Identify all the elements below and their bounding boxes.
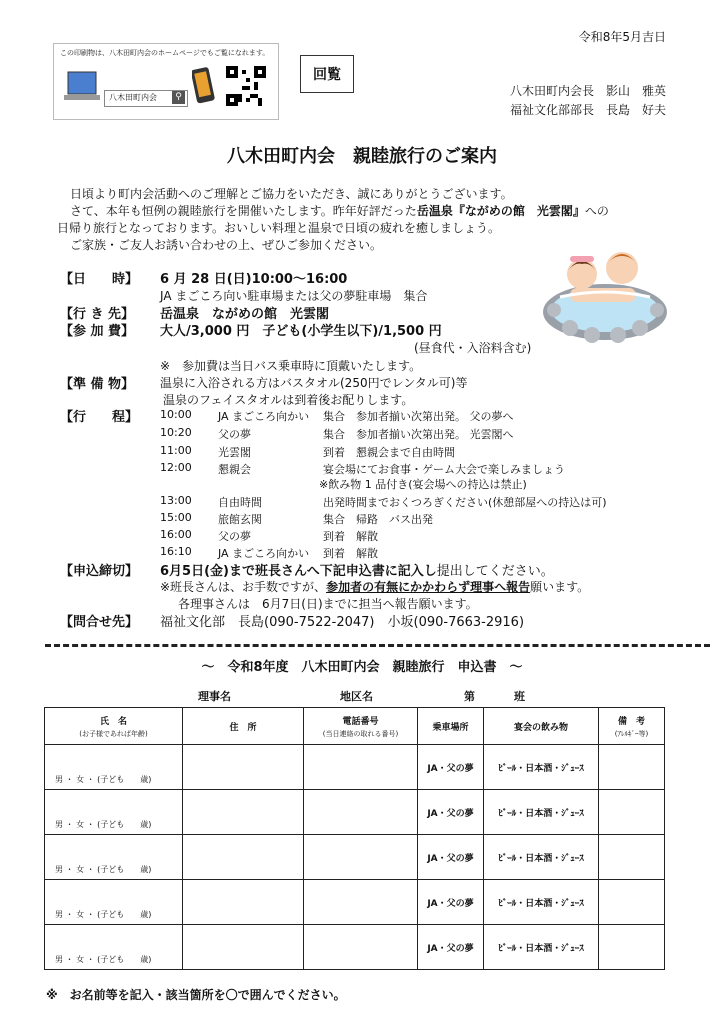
- deadline-label: 【申込締切】: [60, 564, 139, 579]
- schedule-desc-8: 到着 解散: [323, 547, 378, 560]
- header-station: 乗車場所: [418, 708, 484, 745]
- schedule-time-6: 15:00: [160, 511, 192, 524]
- circulation-stamp: 回覧: [300, 55, 354, 93]
- header-drinks: 宴会の飲み物: [484, 708, 599, 745]
- sender-2: 福祉文化部部長 長島 好夫: [509, 103, 666, 117]
- laptop-icon: [64, 68, 100, 106]
- schedule-desc-7: 到着 解散: [323, 530, 378, 543]
- form-riji-label: 理事名: [198, 690, 231, 703]
- table-row: [45, 745, 665, 790]
- station-cell[interactable]: JA・父の夢: [418, 880, 484, 925]
- schedule-time-3: 12:00: [160, 461, 192, 474]
- footer-note: ※ お名前等を記入・該当箇所を〇で囲んでください。: [46, 988, 346, 1002]
- schedule-desc-2: 到着 懇親会まで自由時間: [323, 446, 455, 459]
- schedule-place-2: 光雲閣: [218, 446, 251, 459]
- fee-note-2: ※ 参加費は当日バス乗車時に頂戴いたします。: [160, 359, 422, 373]
- remarks-cell[interactable]: [599, 745, 665, 790]
- name-cell[interactable]: [45, 925, 183, 970]
- search-icon: ⚲: [172, 91, 185, 104]
- schedule-time-2: 11:00: [160, 444, 192, 457]
- issue-date: 令和8年5月吉日: [578, 30, 666, 44]
- schedule-desc-6: 集合 帰路 バス出発: [323, 513, 433, 526]
- form-dai-label: 第: [464, 690, 475, 703]
- prep-label: 【準 備 物】: [60, 377, 135, 392]
- deadline-value: 6月5日(金)まで班長さんへ下記申込書に記入し提出してください。: [160, 564, 554, 579]
- header-phone: 電話番号 (当日連絡の取れる番号): [304, 708, 418, 745]
- website-notice: [53, 43, 279, 120]
- page-title: 八木田町内会 親睦旅行のご案内: [227, 146, 497, 167]
- drinks-cell[interactable]: ﾋﾞｰﾙ・日本酒・ｼﾞｭｰｽ: [484, 790, 599, 835]
- address-cell[interactable]: [183, 880, 304, 925]
- search-text: 八木田町内会: [109, 93, 157, 102]
- deadline-note-2: 各理事さんは 6月7日(日)までに担当へ報告願います。: [178, 597, 478, 611]
- form-title: ～ 令和8年度 八木田町内会 親睦旅行 申込書 ～: [201, 660, 523, 675]
- phone-cell[interactable]: [304, 835, 418, 880]
- remarks-cell[interactable]: [599, 925, 665, 970]
- form-header-row: [45, 708, 665, 745]
- fee-note: (昼食代・入浴料含む): [414, 341, 532, 355]
- drinks-cell[interactable]: ﾋﾞｰﾙ・日本酒・ｼﾞｭｰｽ: [484, 745, 599, 790]
- schedule-desc-3: 宴会場にてお食事・ゲーム大会で楽しみましょう: [323, 463, 565, 476]
- station-cell[interactable]: JA・父の夢: [418, 925, 484, 970]
- onsen-illustration: [540, 242, 670, 344]
- smartphone-icon: [192, 66, 216, 106]
- schedule-time-7: 16:00: [160, 528, 192, 541]
- phone-cell[interactable]: [304, 790, 418, 835]
- schedule-place-0: JA まごころ向かい: [218, 410, 310, 423]
- schedule-place-6: 旅館玄関: [218, 513, 262, 526]
- prep-line-1: 温泉に入浴される方はバスタオル(250円でレンタル可)等: [160, 376, 468, 390]
- destination-label: 【行 き 先】: [60, 307, 135, 322]
- name-cell[interactable]: [45, 880, 183, 925]
- schedule-desc-0: 集合 参加者揃い次第出発。 父の夢へ: [323, 410, 514, 423]
- destination-value: 岳温泉 ながめの館 光雲閣: [160, 307, 330, 322]
- name-cell[interactable]: [45, 745, 183, 790]
- schedule-place-8: JA まごころ向かい: [218, 547, 310, 560]
- table-row: [45, 790, 665, 835]
- intro-line-3: 日帰り旅行となっております。おいしい料理と温泉で日頃の疲れを癒しましょう。: [57, 221, 501, 235]
- header-remarks: 備 考 (ｱﾚﾙｷﾞｰ等): [599, 708, 665, 745]
- schedule-desc-4: ※飲み物 1 品付き(宴会場への持込は禁止): [319, 478, 527, 491]
- schedule-place-7: 父の夢: [218, 530, 251, 543]
- contact-value: 福祉文化部 長島(090-7522-2047) 小坂(090-7663-2916): [160, 615, 525, 630]
- schedule-time-5: 13:00: [160, 494, 192, 507]
- deadline-note-1: ※班長さんは、お手数ですが、参加者の有無にかかわらず理事へ報告願います。: [160, 580, 590, 594]
- name-cell[interactable]: [45, 790, 183, 835]
- qr-code-icon: [226, 66, 266, 106]
- header-name: 氏 名 (お子様であれば年齢): [45, 708, 183, 745]
- remarks-cell[interactable]: [599, 880, 665, 925]
- station-cell[interactable]: JA・父の夢: [418, 745, 484, 790]
- station-cell[interactable]: JA・父の夢: [418, 790, 484, 835]
- form-chiku-label: 地区名: [340, 690, 373, 703]
- gender-choice[interactable]: 男 ・ 女 ・ (子ども 歳): [55, 910, 152, 919]
- schedule-time-1: 10:20: [160, 426, 192, 439]
- drinks-cell[interactable]: ﾋﾞｰﾙ・日本酒・ｼﾞｭｰｽ: [484, 925, 599, 970]
- schedule-place-3: 懇親会: [218, 463, 251, 476]
- drinks-cell[interactable]: ﾋﾞｰﾙ・日本酒・ｼﾞｭｰｽ: [484, 880, 599, 925]
- sender-1: 八木田町内会長 影山 雅英: [509, 84, 666, 98]
- schedule-time-8: 16:10: [160, 545, 192, 558]
- name-cell[interactable]: [45, 835, 183, 880]
- fee-label: 【参 加 費】: [60, 324, 135, 339]
- address-cell[interactable]: [183, 835, 304, 880]
- gender-choice[interactable]: 男 ・ 女 ・ (子ども 歳): [55, 775, 152, 784]
- schedule-place-1: 父の夢: [218, 428, 251, 441]
- drinks-cell[interactable]: ﾋﾞｰﾙ・日本酒・ｼﾞｭｰｽ: [484, 835, 599, 880]
- cut-line: [45, 644, 710, 647]
- schedule-time-0: 10:00: [160, 408, 192, 421]
- schedule-label: 【行 程】: [60, 410, 139, 425]
- intro-line-2: さて、本年も恒例の親睦旅行を開催いたします。昨年好評だった岳温泉『ながめの館 光雲閣』への: [70, 204, 609, 218]
- form-han-label: 班: [514, 690, 525, 703]
- phone-cell[interactable]: [304, 880, 418, 925]
- date-value: 6 月 28 日(日)10:00～16:00: [160, 272, 348, 287]
- gender-choice[interactable]: 男 ・ 女 ・ (子ども 歳): [55, 820, 152, 829]
- gender-choice[interactable]: 男 ・ 女 ・ (子ども 歳): [55, 955, 152, 964]
- phone-cell[interactable]: [304, 745, 418, 790]
- prep-line-2: 温泉のフェイスタオルは到着後お配りします。: [163, 393, 414, 407]
- intro-line-1: 日頃より町内会活動へのご理解とご協力をいただき、誠にありがとうございます。: [70, 187, 513, 201]
- address-cell[interactable]: [183, 790, 304, 835]
- station-cell[interactable]: JA・父の夢: [418, 835, 484, 880]
- website-notice-text: この印刷物は、八木田町内会のホームページでもご覧になれます。: [60, 49, 270, 57]
- intro-line-4: ご家族・ご友人お誘い合わせの上、ぜひご参加ください。: [70, 238, 383, 252]
- gender-choice[interactable]: 男 ・ 女 ・ (子ども 歳): [55, 865, 152, 874]
- remarks-cell[interactable]: [599, 835, 665, 880]
- table-row: [45, 835, 665, 880]
- header-address: 住 所: [183, 708, 304, 745]
- schedule-place-5: 自由時間: [218, 496, 262, 509]
- date-label: 【日 時】: [60, 272, 139, 287]
- application-form-table: [44, 707, 665, 970]
- contact-label: 【問合せ先】: [60, 615, 139, 630]
- address-cell[interactable]: [183, 745, 304, 790]
- address-cell[interactable]: [183, 925, 304, 970]
- schedule-desc-5: 出発時間までおくつろぎください(休憩部屋への持込は可): [323, 496, 607, 509]
- meeting-place: JA まごころ向い駐車場または父の夢駐車場 集合: [160, 289, 428, 303]
- remarks-cell[interactable]: [599, 790, 665, 835]
- fee-value: 大人/3,000 円 子ども(小学生以下)/1,500 円: [160, 324, 442, 339]
- table-row: [45, 925, 665, 970]
- schedule-desc-1: 集合 参加者揃い次第出発。 光雲閣へ: [323, 428, 514, 441]
- table-row: [45, 880, 665, 925]
- phone-cell[interactable]: [304, 925, 418, 970]
